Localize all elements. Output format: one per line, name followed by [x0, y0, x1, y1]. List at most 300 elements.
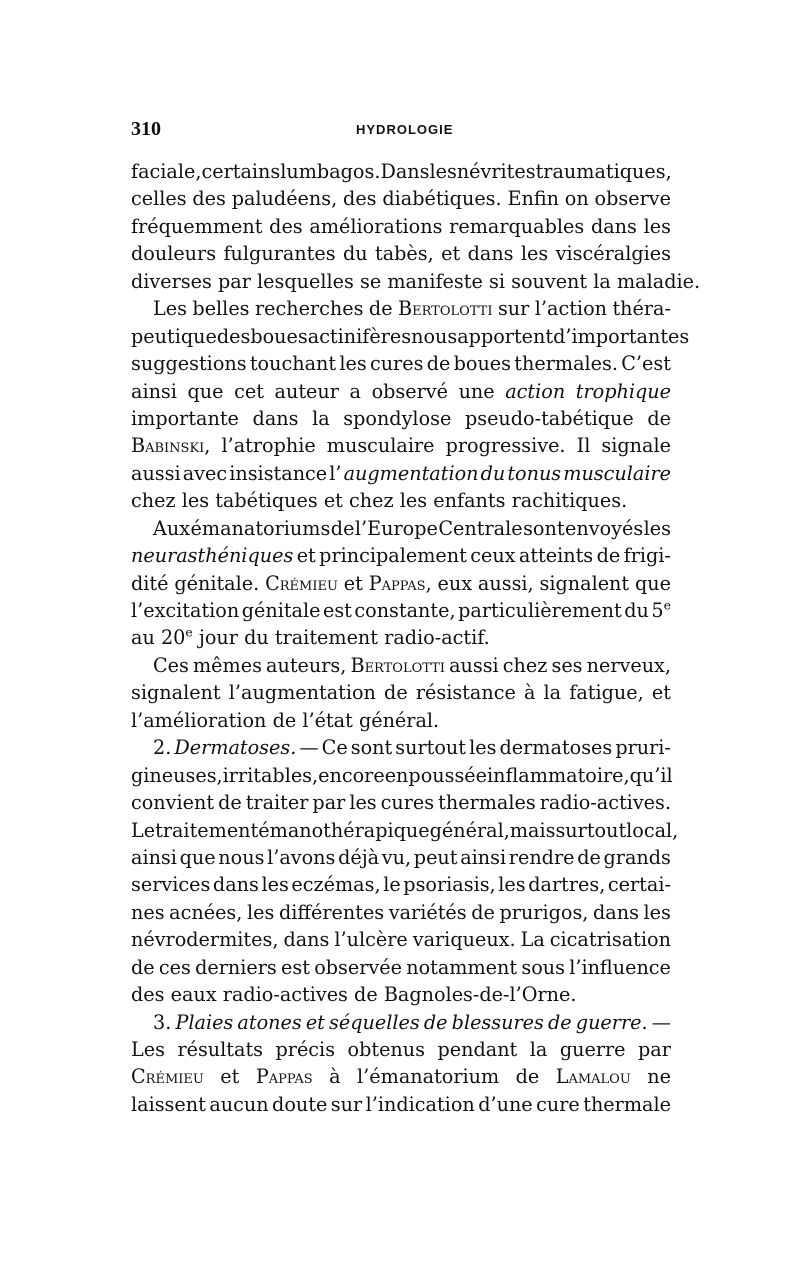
word: ainsi	[131, 845, 177, 869]
word: auteur	[274, 379, 339, 403]
word: nous	[411, 324, 458, 348]
text-line	[131, 597, 671, 624]
word: des	[269, 214, 303, 238]
word: boues	[453, 352, 512, 376]
word: eaux	[170, 983, 217, 1007]
word: Crémieu	[131, 1065, 204, 1089]
text-line	[131, 432, 671, 459]
word: observée	[314, 955, 402, 979]
word: cures	[380, 791, 435, 815]
word: radio-actives.	[539, 791, 671, 815]
word: obtenus	[347, 1038, 425, 1061]
word: l’Europe	[354, 516, 438, 540]
word: boues	[250, 324, 308, 348]
word: de	[426, 352, 451, 376]
word: de	[515, 1065, 540, 1089]
word: précis	[275, 1038, 336, 1061]
text-line	[131, 350, 671, 377]
word: et	[323, 489, 343, 513]
word: musculaire	[563, 461, 671, 485]
text-line	[131, 460, 671, 487]
word: La	[520, 928, 545, 952]
word: nous	[218, 845, 265, 869]
word: la	[312, 406, 330, 430]
word: des	[343, 187, 377, 211]
word: faciale,	[131, 160, 202, 183]
word: suggestions	[131, 352, 247, 376]
word: de	[272, 708, 297, 732]
word: les	[349, 791, 377, 815]
word: diabétiques.	[382, 187, 502, 211]
word: au	[131, 626, 155, 650]
word: touchant	[249, 352, 337, 376]
word: observe	[594, 187, 671, 211]
word: frigi-	[623, 544, 671, 568]
word: thermales	[438, 791, 536, 815]
word: belles	[192, 297, 250, 321]
word: radio-actif.	[384, 626, 490, 650]
word: atones	[237, 1010, 302, 1034]
word: l’avons	[267, 845, 336, 869]
word: par	[638, 1038, 671, 1061]
word: de	[218, 791, 242, 815]
word: de	[330, 516, 355, 540]
word: augmentation	[343, 461, 479, 485]
word: enfants	[433, 489, 506, 513]
text-line	[131, 213, 671, 240]
page-number: 310	[131, 118, 161, 140]
word: gineuses,	[131, 763, 223, 787]
word: les	[520, 242, 549, 266]
word: en	[384, 763, 409, 787]
word: manifeste	[387, 269, 483, 293]
word: sur	[497, 297, 530, 321]
word: grands	[603, 845, 671, 869]
word: certai-	[607, 873, 671, 897]
word: émanatoriums	[190, 516, 331, 540]
word: résistance	[415, 681, 516, 705]
word: l’augmentation	[228, 681, 376, 705]
text-line	[131, 1063, 671, 1090]
text-line	[131, 570, 671, 597]
word: que	[187, 379, 224, 403]
word: 5e	[651, 597, 671, 622]
word: derniers	[195, 955, 277, 979]
word: de	[131, 955, 155, 979]
word: les	[643, 214, 671, 238]
word: eux	[437, 571, 473, 595]
word: cicatrisation	[549, 928, 671, 952]
word: guerre.	[575, 1010, 648, 1034]
word: l’influence	[569, 955, 671, 979]
word: Pappas,	[368, 571, 432, 595]
text-line	[131, 405, 671, 432]
word: trophique	[575, 379, 671, 403]
word: aussi	[449, 653, 499, 677]
text-line	[131, 844, 671, 871]
word: l’atrophie	[221, 434, 316, 458]
word: résultats	[177, 1038, 264, 1061]
word: remarquables	[449, 214, 585, 238]
text-line	[131, 268, 701, 295]
text-line	[131, 871, 671, 898]
word: cure	[536, 1092, 580, 1116]
word: —	[299, 736, 319, 760]
word: sont	[523, 516, 565, 540]
word: on	[564, 187, 589, 211]
word: rendre	[508, 845, 575, 869]
text-line	[131, 652, 671, 679]
word: dans	[467, 242, 514, 266]
word: de	[577, 845, 601, 869]
word: ceux	[470, 544, 516, 568]
text-line	[131, 926, 671, 953]
text-line	[131, 624, 671, 651]
word: pseudo-tabétique	[464, 406, 634, 430]
word: guerre	[559, 1038, 626, 1061]
word: Dans	[380, 160, 430, 183]
text-line	[131, 707, 671, 734]
word: des	[131, 983, 165, 1007]
word: dans	[252, 406, 299, 430]
word: les	[339, 352, 367, 376]
word: et	[296, 544, 316, 568]
word: peut	[413, 845, 458, 869]
word: une	[458, 379, 495, 403]
word: cures	[369, 352, 424, 376]
text-line	[131, 981, 671, 1008]
word: la	[593, 269, 611, 293]
word: les	[643, 900, 671, 924]
word: local,	[626, 818, 679, 842]
word: —	[651, 1010, 671, 1034]
running-head	[131, 118, 671, 148]
text-line	[131, 378, 671, 405]
word: pendant	[437, 1038, 518, 1061]
word: Enfin	[507, 187, 559, 211]
word: fréquemment	[131, 214, 263, 238]
text-line	[131, 679, 671, 706]
word: tonus	[507, 461, 562, 485]
word: par	[217, 269, 251, 293]
word: est	[281, 955, 310, 979]
word: la	[529, 1038, 548, 1061]
word: acnées,	[169, 900, 243, 924]
word: ces	[158, 955, 191, 979]
word: des	[192, 187, 226, 211]
word: les	[261, 873, 289, 897]
word: blessures	[451, 1010, 544, 1034]
word: vu,	[381, 845, 412, 869]
word: mais	[509, 818, 556, 842]
word: recherches	[254, 297, 364, 321]
word: douleurs	[131, 242, 217, 266]
word: que	[179, 845, 216, 869]
word: Le	[131, 818, 156, 842]
word: d’importantes	[553, 324, 690, 348]
word: aucun	[209, 1092, 269, 1116]
word: le	[383, 873, 401, 897]
word: nes	[131, 900, 165, 924]
word: et	[305, 1010, 325, 1034]
word: chez	[502, 653, 548, 677]
word: les	[181, 489, 210, 513]
word: de	[647, 406, 671, 430]
word: Il	[576, 434, 591, 458]
word: l’état	[302, 708, 353, 732]
word: génitale	[241, 599, 321, 622]
word: inflammatoire,	[487, 763, 630, 787]
word: Bagnoles-de-l’Orne.	[383, 983, 577, 1007]
word: les	[498, 873, 526, 897]
word: signalent	[131, 681, 221, 705]
word: nerveux,	[586, 653, 671, 677]
running-title: HYDROLOGIE	[356, 122, 454, 137]
word: particulièrement	[458, 599, 622, 622]
word: l’émanatorium	[357, 1065, 500, 1089]
word: rachitiques.	[511, 489, 628, 513]
word: Babinski,	[131, 434, 211, 458]
word: dans	[212, 873, 259, 897]
word: variqueux.	[412, 928, 516, 952]
word: névrodermites,	[131, 928, 279, 952]
word: envoyés	[565, 516, 644, 540]
word: variétés	[388, 900, 467, 924]
word: du	[244, 626, 269, 650]
text-line	[131, 487, 671, 514]
word: insistance	[229, 461, 328, 485]
text-line	[131, 158, 671, 185]
word: et	[441, 242, 461, 266]
word: a	[349, 379, 361, 403]
word: poussée	[408, 763, 488, 787]
word: cet	[234, 379, 264, 403]
word: aussi	[131, 461, 181, 485]
word: diverses	[131, 269, 212, 293]
word: et	[343, 571, 363, 595]
word: traitement	[274, 626, 379, 650]
word: Crémieu	[265, 571, 338, 595]
word: certains	[201, 160, 281, 183]
text-line	[131, 295, 671, 322]
word: thermale	[583, 1092, 671, 1116]
word: de	[354, 983, 378, 1007]
word: Bertolotti	[398, 297, 493, 321]
word: maladie.	[616, 269, 701, 293]
word: Ce	[321, 736, 348, 760]
word: fatigue,	[569, 681, 644, 705]
text-line	[131, 1009, 671, 1036]
word: celles	[131, 187, 187, 211]
word: se	[359, 269, 382, 293]
word: du	[624, 599, 649, 622]
word: notamment	[406, 955, 518, 979]
word: des	[216, 324, 251, 348]
word: radio-actives	[222, 983, 348, 1007]
word: fulgurantes	[223, 242, 336, 266]
word: de	[384, 681, 408, 705]
word: par	[312, 791, 346, 815]
word: surtout	[555, 818, 627, 842]
word: de	[471, 900, 495, 924]
text-line	[131, 734, 671, 761]
word: dartres,	[528, 873, 606, 897]
word: de	[368, 297, 393, 321]
word: signale	[601, 434, 671, 458]
word: avec	[182, 461, 228, 485]
word: ses	[551, 653, 583, 677]
word: sont	[350, 736, 393, 760]
word: viscéralgies	[555, 242, 671, 266]
word: général.	[358, 708, 440, 732]
word: aussi,	[477, 571, 534, 595]
word: 20e	[160, 625, 193, 650]
word: importante	[131, 406, 239, 430]
text-line	[131, 240, 671, 267]
word: services	[131, 873, 211, 897]
word: souvent	[511, 269, 588, 293]
word: l’ulcère	[334, 928, 408, 952]
word: Lamalou	[555, 1065, 631, 1089]
word: et	[220, 1065, 240, 1089]
body-text	[131, 158, 701, 1118]
word: émanothérapique	[258, 818, 430, 842]
word: 3.	[153, 1010, 172, 1034]
word: atteints	[518, 544, 594, 568]
word: tabès,	[375, 242, 434, 266]
text-line	[131, 185, 671, 212]
word: doute	[272, 1092, 328, 1116]
text-line	[131, 515, 671, 542]
word: les	[469, 736, 497, 760]
word: pruri-	[615, 736, 671, 760]
word: spondylose	[343, 406, 452, 430]
word: séquelles	[329, 1010, 420, 1034]
word: action	[505, 379, 566, 403]
word: théra-	[612, 297, 671, 321]
word: Aux	[153, 516, 191, 540]
word: musculaire	[326, 434, 435, 458]
word: de	[596, 544, 621, 568]
word: jour	[198, 626, 238, 650]
word: irritables,	[222, 763, 319, 787]
word: sous	[521, 955, 565, 979]
text-line	[131, 1091, 671, 1118]
word: à	[329, 1065, 341, 1089]
word: dité	[131, 571, 169, 595]
word: l’	[329, 461, 342, 485]
word: que	[634, 571, 671, 595]
word: à	[523, 681, 536, 705]
text-line	[131, 762, 671, 789]
word: paludéens,	[231, 187, 338, 211]
word: qu’il	[629, 763, 673, 787]
word: traitement	[155, 818, 259, 842]
word: et	[651, 681, 671, 705]
word: du	[342, 242, 368, 266]
word: les	[429, 160, 457, 183]
word: sur	[330, 1092, 363, 1116]
word: de	[423, 1010, 448, 1034]
word: ainsi	[460, 845, 507, 869]
word: la	[543, 681, 562, 705]
word: encore	[318, 763, 385, 787]
word: de	[548, 1010, 572, 1034]
text-line	[131, 323, 690, 350]
word: ne	[647, 1065, 671, 1089]
word: l’excitation	[131, 599, 240, 622]
word: ainsi	[131, 379, 177, 403]
word: les	[399, 489, 428, 513]
text-line	[131, 817, 679, 844]
word: constante,	[354, 599, 456, 622]
word: lumbagos.	[280, 160, 381, 183]
word: actinifères	[307, 324, 412, 348]
word: Centrale	[438, 516, 523, 540]
word: Pappas	[255, 1065, 313, 1089]
word: l’indication	[365, 1092, 475, 1116]
text-line	[131, 542, 671, 569]
word: différentes	[278, 900, 385, 924]
word: 2.	[153, 736, 172, 760]
word: chez	[349, 489, 394, 513]
word: dans	[590, 214, 637, 238]
word: Dermatoses.	[174, 736, 297, 760]
word: eczémas,	[291, 873, 381, 897]
word: d’une	[478, 1092, 533, 1116]
word: Ces	[153, 653, 189, 677]
word: C’est	[621, 352, 671, 376]
word: améliorations	[309, 214, 443, 238]
word: lesquelles	[257, 269, 354, 293]
word: Les	[131, 1038, 165, 1061]
word: général,	[429, 818, 510, 842]
word: l’action	[534, 297, 607, 321]
word: l’amélioration	[131, 708, 267, 732]
word: traumatiques,	[535, 160, 672, 183]
word: convient	[131, 791, 215, 815]
word: tabétiques	[215, 489, 318, 513]
word: signalent	[539, 571, 630, 595]
word: Bertolotti	[350, 653, 445, 677]
word: les	[246, 900, 275, 924]
word: chez	[131, 489, 176, 513]
word: les	[643, 516, 671, 540]
text-line	[131, 1036, 671, 1063]
word: Plaies	[175, 1010, 234, 1034]
text-line	[131, 899, 671, 926]
text-line	[131, 789, 671, 816]
word: génitale.	[174, 571, 260, 595]
word: mêmes	[192, 653, 262, 677]
word: prurigos,	[499, 900, 589, 924]
word: auteurs,	[266, 653, 347, 677]
text-line	[131, 954, 671, 981]
word: est	[322, 599, 352, 622]
word: observé	[371, 379, 448, 403]
word: thermales.	[514, 352, 618, 376]
word: progressive.	[445, 434, 566, 458]
word: surtout	[395, 736, 467, 760]
word: déjà	[338, 845, 380, 869]
word: psoriasis,	[403, 873, 496, 897]
word: du	[480, 461, 506, 485]
word: dans	[593, 900, 639, 924]
word: apportent	[457, 324, 554, 348]
word: principalement	[319, 544, 467, 568]
word: Les	[153, 297, 187, 321]
word: laissent	[131, 1092, 206, 1116]
